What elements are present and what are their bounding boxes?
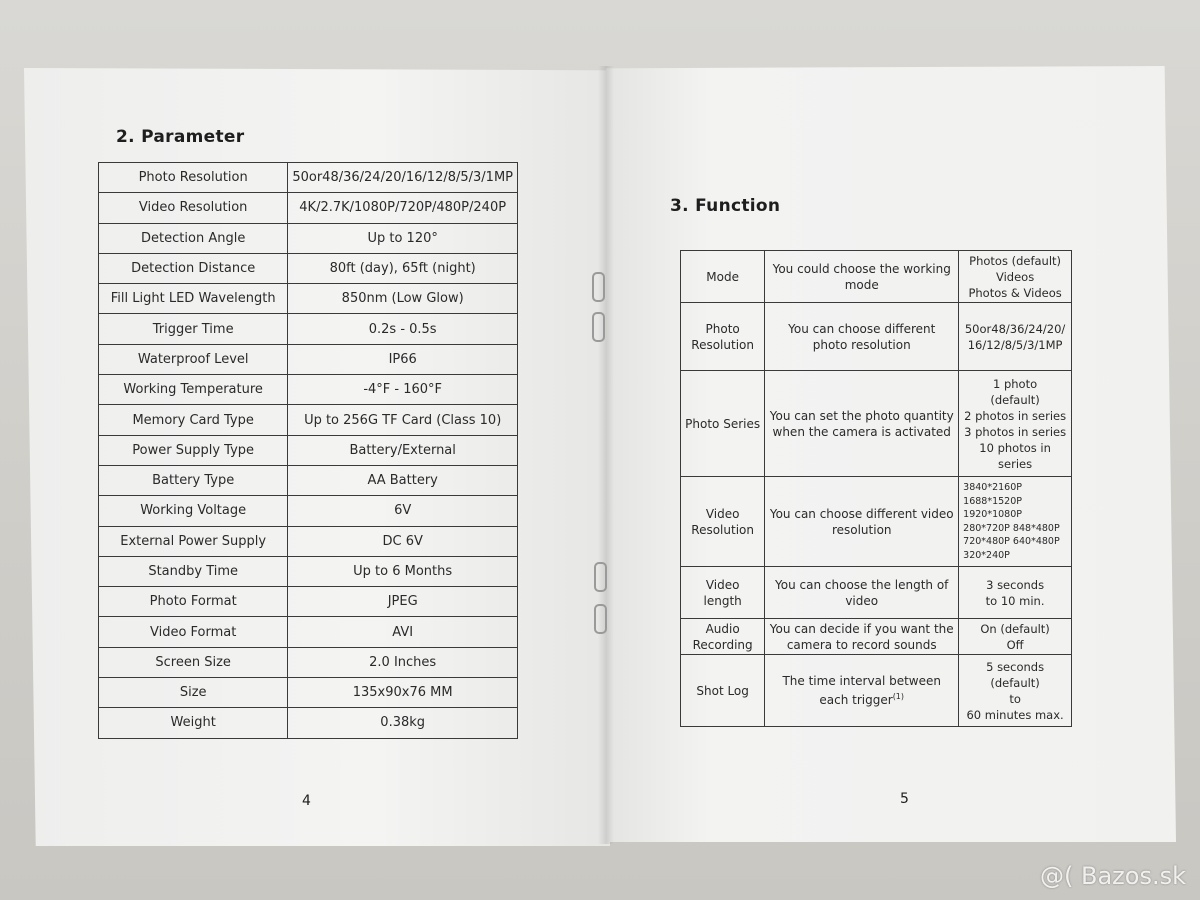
parameter-row [99, 223, 518, 253]
parameter-row [99, 163, 518, 193]
parameter-value: -4°F - 160°F [288, 375, 518, 405]
function-options [959, 567, 1072, 619]
function-name: Audio Recording [681, 619, 765, 655]
function-description-text: You can choose different video resolution [769, 506, 954, 537]
function-option: 320*240P [963, 549, 1010, 561]
function-options [959, 477, 1072, 567]
function-option: to [1009, 691, 1021, 706]
parameter-row [99, 647, 518, 677]
parameter-heading: 2. Parameter [116, 127, 245, 147]
parameter-row [99, 314, 518, 344]
staple-bottom-lower [594, 604, 607, 634]
function-option: (default) [990, 675, 1040, 690]
parameter-label: Weight [99, 708, 288, 738]
staple-top [592, 272, 605, 302]
function-option: 720*480P 640*480P [963, 536, 1060, 547]
parameter-value: 0.38kg [288, 708, 518, 738]
function-options [959, 655, 1072, 727]
parameter-row [99, 678, 518, 708]
parameter-value: Battery/External [288, 435, 518, 465]
parameter-value: 4K/2.7K/1080P/720P/480P/240P [288, 193, 518, 223]
parameter-row [99, 435, 518, 465]
parameter-label: Detection Angle [99, 223, 288, 253]
function-row [681, 477, 1072, 567]
function-options [959, 251, 1072, 303]
function-option: to 10 min. [985, 593, 1045, 608]
function-option: 50or48/36/24/20/ [964, 321, 1066, 336]
parameter-row [99, 556, 518, 586]
parameter-label: Waterproof Level [99, 344, 288, 374]
function-option: Videos [995, 269, 1035, 284]
function-name: Photo Series [681, 371, 765, 477]
parameter-value: AVI [288, 617, 518, 647]
parameter-row [99, 405, 518, 435]
function-option: On (default) [980, 621, 1050, 636]
function-description-text: You could choose the working mode [772, 261, 951, 292]
parameter-label: Photo Resolution [99, 163, 288, 193]
parameter-row [99, 708, 518, 738]
parameter-label: Trigger Time [99, 314, 288, 344]
function-name: Photo Resolution [681, 303, 765, 371]
function-name: Video Resolution [681, 477, 765, 567]
function-row [681, 567, 1072, 619]
parameter-value: AA Battery [288, 465, 518, 495]
watermark: @( Bazos.sk [1040, 862, 1186, 890]
function-option: 3 photos in series [964, 424, 1067, 439]
parameter-row [99, 375, 518, 405]
function-description-text: You can set the photo quantity when the camera is activated [769, 408, 954, 439]
function-heading: 3. Function [670, 196, 781, 216]
booklet-spine [598, 66, 614, 844]
function-name: Mode [681, 251, 765, 303]
parameter-label: Standby Time [99, 556, 288, 586]
parameter-value: 850nm (Low Glow) [288, 284, 518, 314]
function-option: 3840*2160P [963, 482, 1023, 493]
function-table [680, 250, 1072, 727]
parameter-value: 135x90x76 MM [288, 678, 518, 708]
function-option: Off [1006, 637, 1024, 652]
parameter-label: Battery Type [99, 465, 288, 495]
function-description [765, 303, 959, 371]
parameter-row [99, 526, 518, 556]
function-description [765, 477, 959, 567]
staple-bottom [594, 562, 607, 592]
parameter-label: Photo Format [99, 587, 288, 617]
function-option: 2 photos in series [964, 408, 1067, 423]
parameter-value: DC 6V [288, 526, 518, 556]
function-description-text: You can choose the length of video [775, 577, 949, 608]
parameter-label: Screen Size [99, 647, 288, 677]
function-option: 1 photo [993, 376, 1038, 391]
function-options [959, 303, 1072, 371]
function-row [681, 619, 1072, 655]
parameter-value: 6V [288, 496, 518, 526]
function-option: 10 photos in series [979, 440, 1051, 471]
parameter-row [99, 193, 518, 223]
function-row [681, 371, 1072, 477]
function-options [959, 619, 1072, 655]
function-option: 5 seconds [986, 659, 1045, 674]
parameter-label: Working Temperature [99, 375, 288, 405]
parameter-label: Video Resolution [99, 193, 288, 223]
function-option: 1688*1520P [963, 495, 1023, 507]
parameter-row [99, 617, 518, 647]
parameter-row [99, 465, 518, 495]
staple-top-lower [592, 312, 605, 342]
footnote-marker: (1) [892, 692, 905, 701]
parameter-row [99, 284, 518, 314]
parameter-value: 50or48/36/24/20/16/12/8/5/3/1MP [288, 163, 518, 193]
parameter-label: Memory Card Type [99, 405, 288, 435]
parameter-label: Video Format [99, 617, 288, 647]
function-option: (default) [990, 392, 1040, 407]
parameter-value: 0.2s - 0.5s [288, 314, 518, 344]
function-option: 60 minutes max. [966, 707, 1064, 722]
function-description [765, 655, 959, 727]
parameter-label: Size [99, 678, 288, 708]
parameter-value: Up to 6 Months [288, 556, 518, 586]
function-description [765, 619, 959, 655]
parameter-value: IP66 [288, 344, 518, 374]
function-row [681, 655, 1072, 727]
parameter-value: 80ft (day), 65ft (night) [288, 253, 518, 283]
parameter-row [99, 344, 518, 374]
function-description-text: You can choose different photo resolution [788, 321, 936, 352]
page-number-right: 5 [900, 791, 909, 807]
parameter-label: External Power Supply [99, 526, 288, 556]
function-row [681, 251, 1072, 303]
function-option: 1920*1080P [963, 509, 1023, 520]
function-description [765, 567, 959, 619]
parameter-value: JPEG [288, 587, 518, 617]
function-option: Photos (default) [969, 253, 1062, 268]
function-option: 280*720P 848*480P [963, 522, 1060, 534]
parameter-value: Up to 256G TF Card (Class 10) [288, 405, 518, 435]
function-option: 16/12/8/5/3/1MP [967, 337, 1063, 352]
function-option: 3 seconds [986, 577, 1045, 592]
function-description-text: The time interval between each trigger [782, 674, 941, 707]
parameter-value: Up to 120° [288, 223, 518, 253]
function-option: Photos & Videos [968, 285, 1062, 300]
parameter-table [98, 162, 518, 739]
parameter-label: Power Supply Type [99, 435, 288, 465]
parameter-label: Fill Light LED Wavelength [99, 284, 288, 314]
function-description [765, 371, 959, 477]
function-description [765, 251, 959, 303]
parameter-row [99, 253, 518, 283]
page-number-left: 4 [302, 793, 311, 809]
function-row [681, 303, 1072, 371]
function-options [959, 371, 1072, 477]
parameter-value: 2.0 Inches [288, 647, 518, 677]
parameter-row [99, 587, 518, 617]
function-description-text: You can decide if you want the camera to record sounds [769, 621, 954, 652]
parameter-label: Detection Distance [99, 253, 288, 283]
parameter-label: Working Voltage [99, 496, 288, 526]
function-name: Video length [681, 567, 765, 619]
function-name: Shot Log [681, 655, 765, 727]
parameter-row [99, 496, 518, 526]
